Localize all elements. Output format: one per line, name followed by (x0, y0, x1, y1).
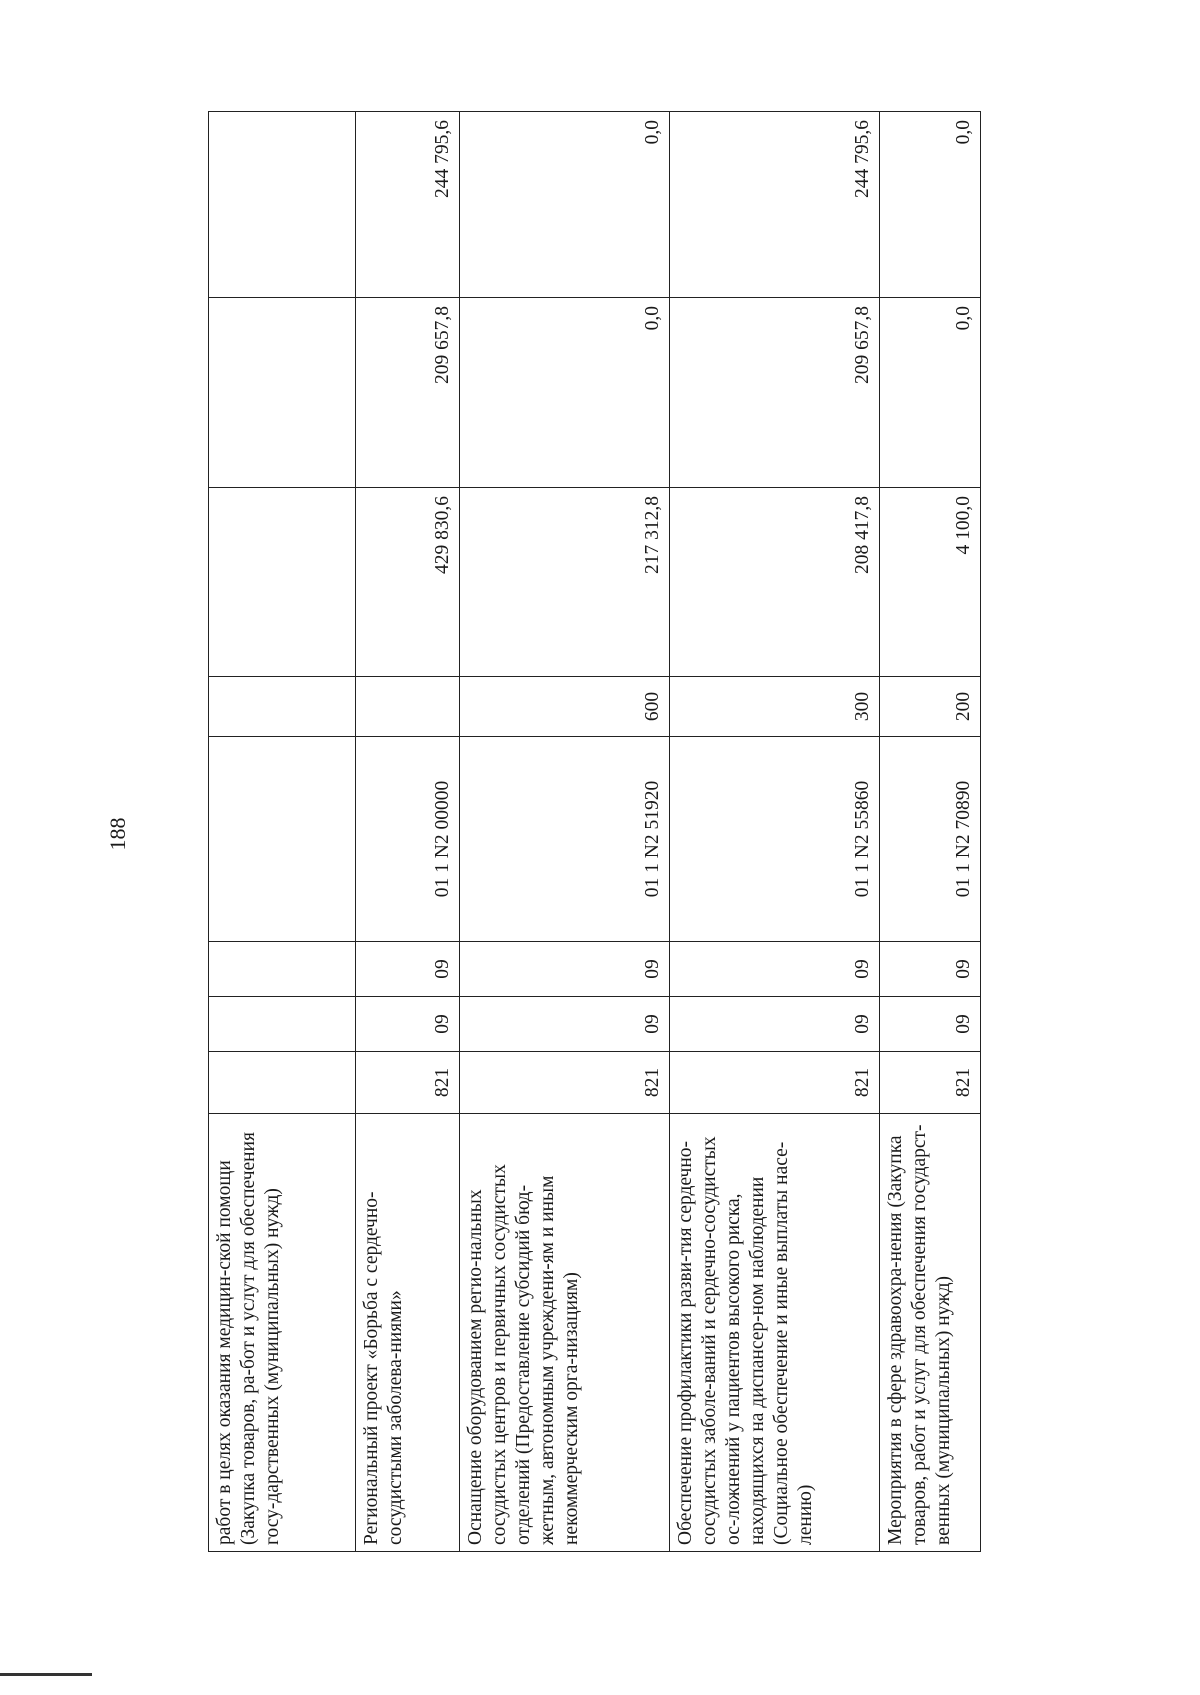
adm-code-cell (209, 1052, 356, 1114)
sum-year3-cell: 0,0 (460, 112, 670, 298)
footer-scan-mark (0, 1673, 92, 1676)
table-row (460, 112, 670, 1552)
subsection-code-cell: 09 (356, 942, 460, 997)
sum-year3-cell (209, 112, 356, 298)
sum-year1-cell: 217 312,8 (460, 488, 670, 677)
table-row (880, 112, 981, 1552)
sum-year2-cell: 0,0 (460, 298, 670, 488)
table-row (670, 112, 880, 1552)
expense-type-cell: 300 (670, 677, 880, 737)
section-code-cell: 09 (460, 997, 670, 1052)
target-article-cell: 01 1 N2 55860 (670, 737, 880, 942)
sum-year2-cell: 209 657,8 (670, 298, 880, 488)
sum-year3-cell: 0,0 (880, 112, 981, 298)
adm-code-cell: 821 (460, 1052, 670, 1114)
sum-year3-cell: 244 795,6 (356, 112, 460, 298)
row-name-cell: работ в целях оказания медицин-ской помощи (Закупка товаров, ра-бот и услут для обеспечения госу-дарственных (муниципальных) нужд) (209, 1114, 356, 1552)
sum-year2-cell (209, 298, 356, 488)
sum-year1-cell (209, 488, 356, 677)
sum-year1-cell: 4 100,0 (880, 488, 981, 677)
target-article-cell: 01 1 N2 70890 (880, 737, 981, 942)
target-article-cell: 01 1 N2 51920 (460, 737, 670, 942)
subsection-code-cell: 09 (460, 942, 670, 997)
sum-year2-cell: 209 657,8 (356, 298, 460, 488)
sum-year1-cell: 429 830,6 (356, 488, 460, 677)
section-code-cell (209, 997, 356, 1052)
sum-year2-cell: 0,0 (880, 298, 981, 488)
adm-code-cell: 821 (880, 1052, 981, 1114)
adm-code-cell: 821 (356, 1052, 460, 1114)
row-name-cell: Региональный проект «Борьба с сердечно-сосудистыми заболева-ниями» (356, 1114, 460, 1552)
expense-type-cell: 600 (460, 677, 670, 737)
table-row (356, 112, 460, 1552)
budget-table (208, 111, 981, 1552)
target-article-cell (209, 737, 356, 942)
target-article-cell: 01 1 N2 00000 (356, 737, 460, 942)
expense-type-cell (356, 677, 460, 737)
section-code-cell: 09 (670, 997, 880, 1052)
rotated-table-wrapper (208, 112, 980, 1552)
subsection-code-cell (209, 942, 356, 997)
row-name-cell: Обеспечение профилактики разви-тия сердечно-сосудистых заболе-ваний и сердечно-сосудистых ос-ложнений у пациентов высокого риска, находящихся на диспансер-ном наблюдении (Социальное обеспечение и иные выплаты насе-лению) (670, 1114, 880, 1552)
page-number: 188 (105, 817, 130, 851)
row-name-cell: Оснащение оборудованием регио-нальных сосудистых центров и первичных сосудистых отделений (Предоставление субсидий бюд-жетным, автономным учреждени-ям и иным некоммерческим орга-низациям) (460, 1114, 670, 1552)
subsection-code-cell: 09 (880, 942, 981, 997)
expense-type-cell (209, 677, 356, 737)
adm-code-cell: 821 (670, 1052, 880, 1114)
section-code-cell: 09 (880, 997, 981, 1052)
sum-year1-cell: 208 417,8 (670, 488, 880, 677)
row-name-cell: Мероприятия в сфере здравоохра-нения (Закупка товаров, работ и услуг для обеспечения государст-венных (муниципальных) нужд) (880, 1114, 981, 1552)
sum-year3-cell: 244 795,6 (670, 112, 880, 298)
section-code-cell: 09 (356, 997, 460, 1052)
table-row (209, 112, 356, 1552)
expense-type-cell: 200 (880, 677, 981, 737)
subsection-code-cell: 09 (670, 942, 880, 997)
